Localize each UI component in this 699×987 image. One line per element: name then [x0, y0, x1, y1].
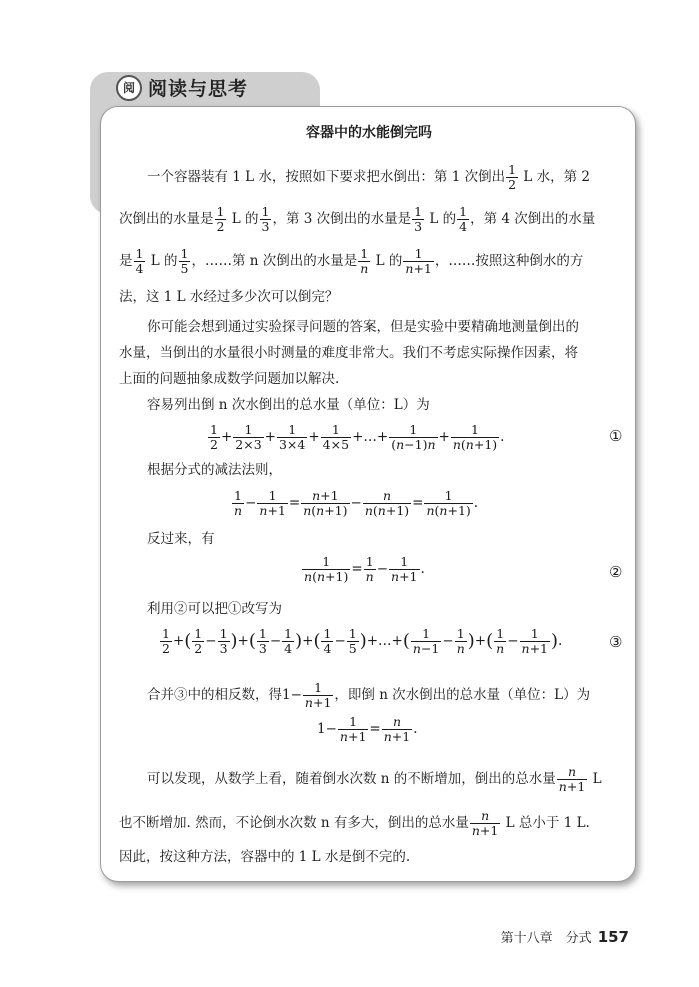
paragraph-line: 根据分式的减法法则， [147, 462, 282, 478]
paragraph-line: 是 $\frac{1}{4}$ L 的 $\frac{1}{5}$ ，……第 n 次倒出的水量是 $\frac{1}{n}$ L 的 $\frac{1}{n+1}$ ，……按照这种倒水的方 [119, 246, 584, 276]
paragraph-line: 容易列出倒 n 次水倒出的总水量（单位：L）为 [147, 397, 430, 413]
equation-3: $\frac{1}{2}$ +( $\frac{1}{2}$ − $\frac{1}{3}$ )+( $\frac{1}{3}$ − $\frac{1}{4}$ )+( $\frac{1}{4}$ − $\frac{1}{5}$ )+…+( $\frac{1}{n-1}$ − $\frac{1}{n}$ )+( $\frac{1}{n}$ − $\frac{1}{n+1}$ ). [162, 626, 563, 656]
paragraph-line: 你可能会想到通过实验探寻问题的答案，但是实验中要精确地测量倒出的 [147, 319, 579, 335]
page-footer [501, 927, 629, 946]
section-title: 阅读与思考 [148, 78, 249, 100]
paragraph-line: 反过来，有 [147, 531, 215, 547]
paragraph-line: 可以发现，从数学上看，随着倒水次数 n 的不断增加，倒出的总水量 $\frac{n}{n+1}$ L [147, 764, 602, 794]
article-title: 容器中的水能倒完吗 [306, 125, 432, 141]
reading-icon: 阅 [116, 75, 142, 101]
equation-final: 1− $\frac{1}{n+1}$ = $\frac{n}{n+1}$ . [317, 714, 418, 744]
paragraph-line: 因此，按这种方法，容器中的 1 L 水是倒不完的. [119, 849, 411, 865]
equation-2: $\frac{1}{n(n+1)}$ = $\frac{1}{n}$ − $\frac{1}{n+1}$ . [304, 554, 425, 584]
paragraph-line: 合并③中的相反数，得1− $\frac{1}{n+1}$ ，即倒 n 次水倒出的总水量（单位：L）为 [147, 680, 591, 710]
equation-marker-3: ③ [609, 633, 623, 651]
paragraph-line: 次倒出的水量是 $\frac{1}{2}$ L 的 $\frac{1}{3}$ ，第 3 次倒出的水量是 $\frac{1}{3}$ L 的 $\frac{1}{4}$ ，第 4 次倒出的水量 [119, 204, 596, 234]
paragraph-line: 上面的问题抽象成数学问题加以解决. [119, 371, 340, 387]
equation-1: $\frac{1}{2}$ + $\frac{1}{2\times 3}$ + $\frac{1}{3\times 4}$ + $\frac{1}{4\times 5}$ +…+ $\frac{1}{(n-1)n}$ + $\frac{1}{n(n+1)}$ . [210, 422, 505, 452]
paragraph-line: 利用②可以把①改写为 [147, 601, 282, 617]
paragraph-line: 一个容器装有 1 L 水，按照如下要求把水倒出：第 1 次倒出 $\frac{1}{2}$ L 水，第 2 [147, 162, 590, 192]
chapter-label: 第十八章 分式 [500, 931, 592, 946]
paragraph-line: 也不断增加. 然而，不论倒水次数 n 有多大，倒出的总水量 $\frac{n}{n+1}$ L 总小于 1 L. [119, 808, 590, 838]
page-number: 157 [597, 928, 629, 946]
paragraph-line: 法，这 1 L 水经过多少次可以倒完？ [119, 289, 339, 305]
paragraph-line: 水量，当倒出的水量很小时测量的难度非常大。我们不考虑实际操作因素，将 [119, 345, 578, 361]
equation-marker-1: ① [609, 427, 623, 445]
reading-box [100, 106, 636, 882]
equation-subtraction: $\frac{1}{n}$ − $\frac{1}{n+1}$ = $\frac{n+1}{n(n+1)}$ − $\frac{n}{n(n+1)}$ = $\frac{1}{n(n+1)}$ . [234, 488, 479, 518]
equation-marker-2: ② [609, 563, 623, 581]
